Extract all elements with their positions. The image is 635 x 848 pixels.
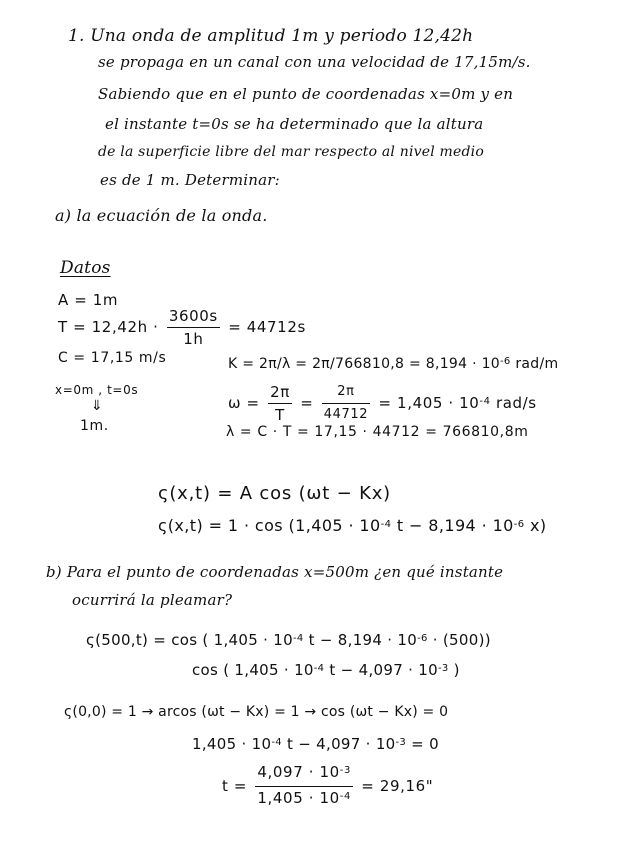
datos-amplitude: A = 1m [58, 291, 119, 309]
part-b-eq-3: ς(0,0) = 1 → arcos (ωt − Kx) = 1 → cos (ωt − Kx) = 0 [64, 704, 449, 720]
problem-line-1: 1. Una onda de amplitud 1m y periodo 12,42h [68, 26, 474, 46]
part-b-eq-1: ς(500,t) = cos ( $1,405 \cdot 10^{-4}$ $t - 8,194 \cdot 10^{-6} \cdot (500)$) [86, 631, 491, 649]
problem-line-5: de la superficie libre del mar respecto al nivel medio [98, 144, 484, 160]
general-wave-equation: ς(x,t) = A cos (ωt − Kx) [158, 483, 391, 504]
wavenumber-eq: $K = 2\pi/\lambda = 2\pi/766810,8 = 8,194 \cdot 10^{-6}$ rad/m [228, 356, 559, 372]
part-b-heading-2: ocurrirá la pleamar? [72, 591, 233, 609]
problem-line-3: Sabiendo que en el punto de coordenadas x=0m y en [98, 85, 514, 103]
part-a-heading: a) la ecuación de la onda. [55, 206, 268, 225]
datos-height: 1m. [80, 418, 109, 434]
problem-line-4: el instante t=0s se ha determinado que la altura [105, 115, 484, 133]
wavelength-eq: λ = C · T = 17,15 · 44712 = 766810,8m [226, 424, 529, 440]
w-frac-2: $\frac{2\pi}{44712}$ [323, 384, 369, 422]
part-b-heading-1: b) Para el punto de coordenadas x=500m ¿en qué instante [46, 563, 504, 581]
period-frac-num: 3600s [167, 306, 220, 328]
period-frac-den: 1h [183, 330, 204, 348]
implies-arrow-icon: ⇓ [91, 398, 103, 414]
angular-frequency-eq: ω = $\frac{2\pi}{T}$ = $\frac{2\pi}{44712}$ = $1,405 \cdot 10^{-4}$ rad/s [228, 383, 537, 424]
part-b-eq-4: $1,405 \cdot 10^{-4}$ $t - 4,097 \cdot 10^{-3} = 0$ [192, 735, 439, 753]
part-b-eq-2: cos ( $1,405 \cdot 10^{-4}$ $t - 4,097 \cdot 10^{-3}$ ) [192, 661, 460, 679]
time-fraction: $\frac{4,097 \cdot 10^{-3}}{1,405 \cdot 10^{-4}}$ [257, 763, 351, 807]
w-frac-1: $\frac{2\pi}{T}$ [270, 383, 290, 424]
period-lead: T = 12,42h · [58, 318, 159, 336]
problem-line-6: es de 1 m. Determinar: [100, 171, 280, 189]
specific-wave-equation: $\varsigma(x,t) = 1 \cdot \cos (1,405 \cdot 10^{-4}$ $t - 8,194 \cdot 10^{-6}$ x) [158, 516, 547, 535]
problem-line-2: se propaga en un canal con una velocidad de 17,15m/s. [98, 53, 531, 71]
period-conversion-fraction [167, 306, 220, 349]
period-result: = 44712s [228, 318, 306, 336]
datos-title: Datos [60, 258, 111, 278]
datos-period [58, 306, 306, 349]
datos-speed: C = 17,15 m/s [58, 350, 167, 366]
datos-origin: x=0m , t=0s [55, 383, 139, 397]
part-b-time-result: t = $\frac{4,097 \cdot 10^{-3}}{1,405 \cdot 10^{-4}}$ = 29,16" [222, 762, 433, 811]
